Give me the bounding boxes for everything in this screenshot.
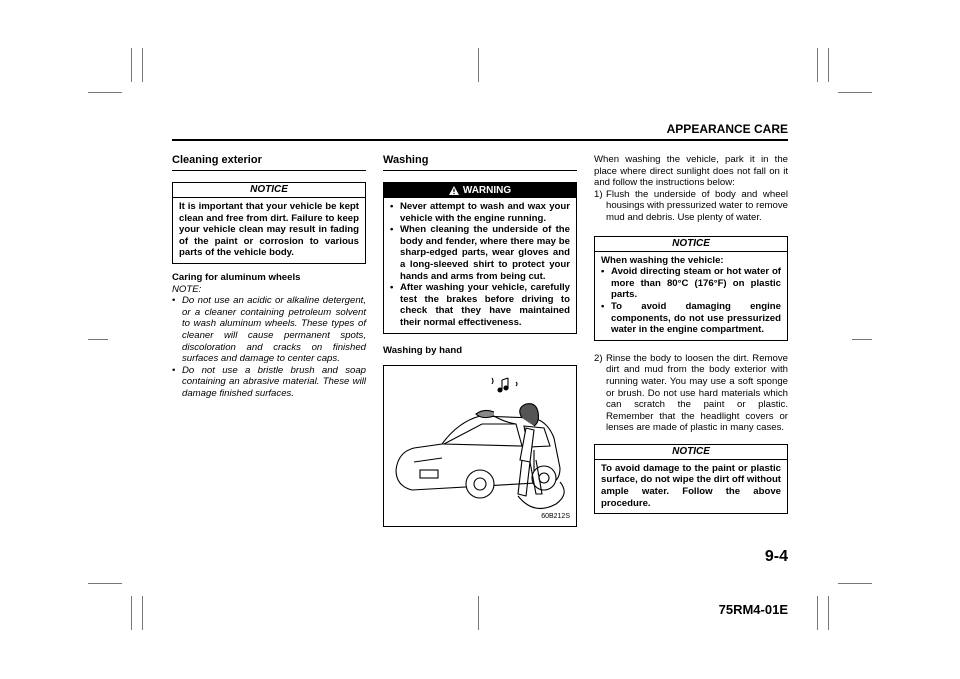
column-middle <box>383 154 577 527</box>
notice-box <box>594 236 788 341</box>
step-list <box>594 189 788 224</box>
step-list <box>594 353 788 434</box>
list-item: • Do not use an acidic or alkaline detergent, or a cleaner containing petroleum solvent to wash aluminum wheels. These types of cleaner will cause permanent spots, discoloration and cracks on finished surfaces and damage to center caps. <box>172 295 366 365</box>
notice-text: It is important that your vehicle be kept clean and free from dirt. Failure to keep your vehicle clean may result in fading of the paint or corrosion to various parts of the vehicle body. <box>179 201 359 259</box>
list-item: • Avoid directing steam or hot water of more than 80°C (176°F) on plastic parts. <box>601 266 781 301</box>
section-title: APPEARANCE CARE <box>666 122 788 136</box>
note-list <box>172 295 366 399</box>
step-2 <box>594 353 788 434</box>
list-item: • To avoid damaging engine components, do not use pressurized water in the engine compartment. <box>601 301 781 336</box>
step-text: Rinse the body to loosen the dirt. Remove dirt and mud from the body exterior with running water. You may use a soft sponge or brush. Do not use hard materials which can scratch the paint or plastic. Remember that the headlight covers or lenses are made of plastic in many cases. <box>606 352 788 434</box>
section-heading: Washing <box>383 154 577 171</box>
list-item: • When cleaning the underside of the body and fender, where there may be sharp-edged parts, wear gloves and a long-sleeved shirt to protect your hands and arms from being cut. <box>390 224 570 282</box>
subheading: Caring for aluminum wheels <box>172 271 301 283</box>
notice-list <box>601 266 781 336</box>
list-item: • Do not use a bristle brush and soap containing an abrasive material. These will damage finished surfaces. <box>172 365 366 400</box>
list-item: • After washing your vehicle, carefully test the brakes before driving to check that they have maintained their normal effectiveness. <box>390 282 570 328</box>
warning-label: WARNING <box>462 185 512 196</box>
warning-header <box>384 183 576 198</box>
step-number: 1) <box>594 188 603 200</box>
section-heading: Cleaning exterior <box>172 154 366 171</box>
notice-box <box>172 182 366 264</box>
figure-code: 60B212S <box>541 512 570 520</box>
subheading: Washing by hand <box>383 344 463 356</box>
car-washing-illustration <box>384 366 576 526</box>
intro-text: When washing the vehicle, park it in the place where direct sunlight does not fall on it and follow the instructions below: <box>594 154 788 189</box>
notice-label: NOTICE <box>595 237 787 252</box>
page-number: 9-4 <box>764 548 788 565</box>
step-1 <box>594 189 788 224</box>
warning-triangle-icon <box>449 186 459 195</box>
header-rule <box>172 139 788 141</box>
notice-intro: When washing the vehicle: <box>601 254 724 266</box>
notice-text: To avoid damage to the paint or plastic surface, do not wipe the dirt off without ample water. Follow the above procedure. <box>601 462 781 509</box>
warning-list <box>390 201 570 329</box>
note-label: NOTE: <box>172 283 202 295</box>
step-number: 2) <box>594 352 603 364</box>
column-left <box>172 154 366 400</box>
warning-box <box>383 182 577 334</box>
notice-label: NOTICE <box>595 445 787 460</box>
notice-label: NOTICE <box>173 183 365 198</box>
notice-box <box>594 444 788 514</box>
document-code: 75RM4-01E <box>718 602 788 617</box>
washing-illustration <box>383 365 577 527</box>
column-right <box>594 154 788 514</box>
step-text: Flush the underside of body and wheel housings with pressurized water to remove mud and debris. Use plenty of water. <box>606 188 788 223</box>
list-item: • Never attempt to wash and wax your vehicle with the engine running. <box>390 201 570 224</box>
